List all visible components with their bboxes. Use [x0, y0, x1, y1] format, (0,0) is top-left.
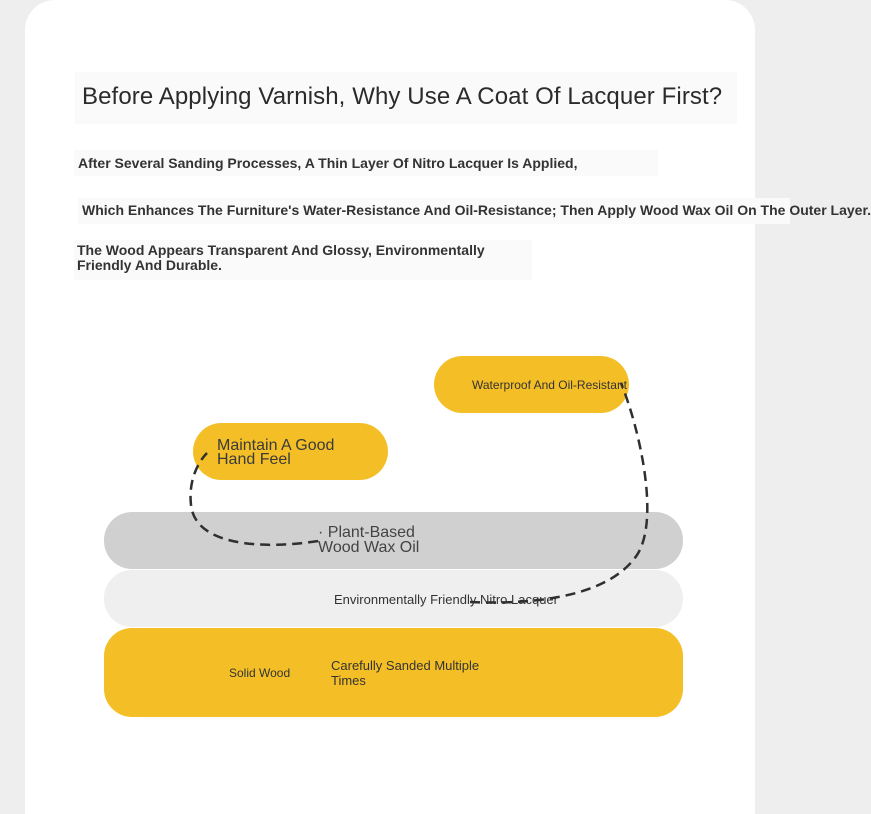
paragraph-4: Friendly And Durable.: [77, 257, 222, 273]
wood-layer-label: Solid Wood: [229, 666, 291, 680]
paragraph-1: After Several Sanding Processes, A Thin Layer Of Nitro Lacquer Is Applied,: [78, 155, 578, 171]
wood-note-line1: Carefully Sanded Multiple: [331, 658, 480, 673]
waterproof-label: Waterproof And Oil-Resistant: [472, 378, 627, 392]
paragraph-2: Which Enhances The Furniture's Water-Resistance And Oil-Resistance; Then Apply Wood Wax Oil On The Outer Layer.: [82, 202, 871, 218]
hand-feel-label-line1: Maintain A Good: [217, 437, 335, 454]
paragraph-3: The Wood Appears Transparent And Glossy, Environmentally: [77, 242, 485, 258]
oil-layer-label-line2: Wood Wax Oil: [318, 539, 420, 556]
wood-note-line2: Times: [331, 673, 366, 688]
lacquer-layer-label: Environmentally Friendly Nitro Lacquer: [334, 592, 558, 607]
hand-feel-label-line2: Hand Feel: [217, 451, 291, 468]
page-title: Before Applying Varnish, Why Use A Coat Of Lacquer First?: [82, 83, 723, 110]
oil-layer-label-line1: · Plant-Based: [318, 524, 415, 541]
